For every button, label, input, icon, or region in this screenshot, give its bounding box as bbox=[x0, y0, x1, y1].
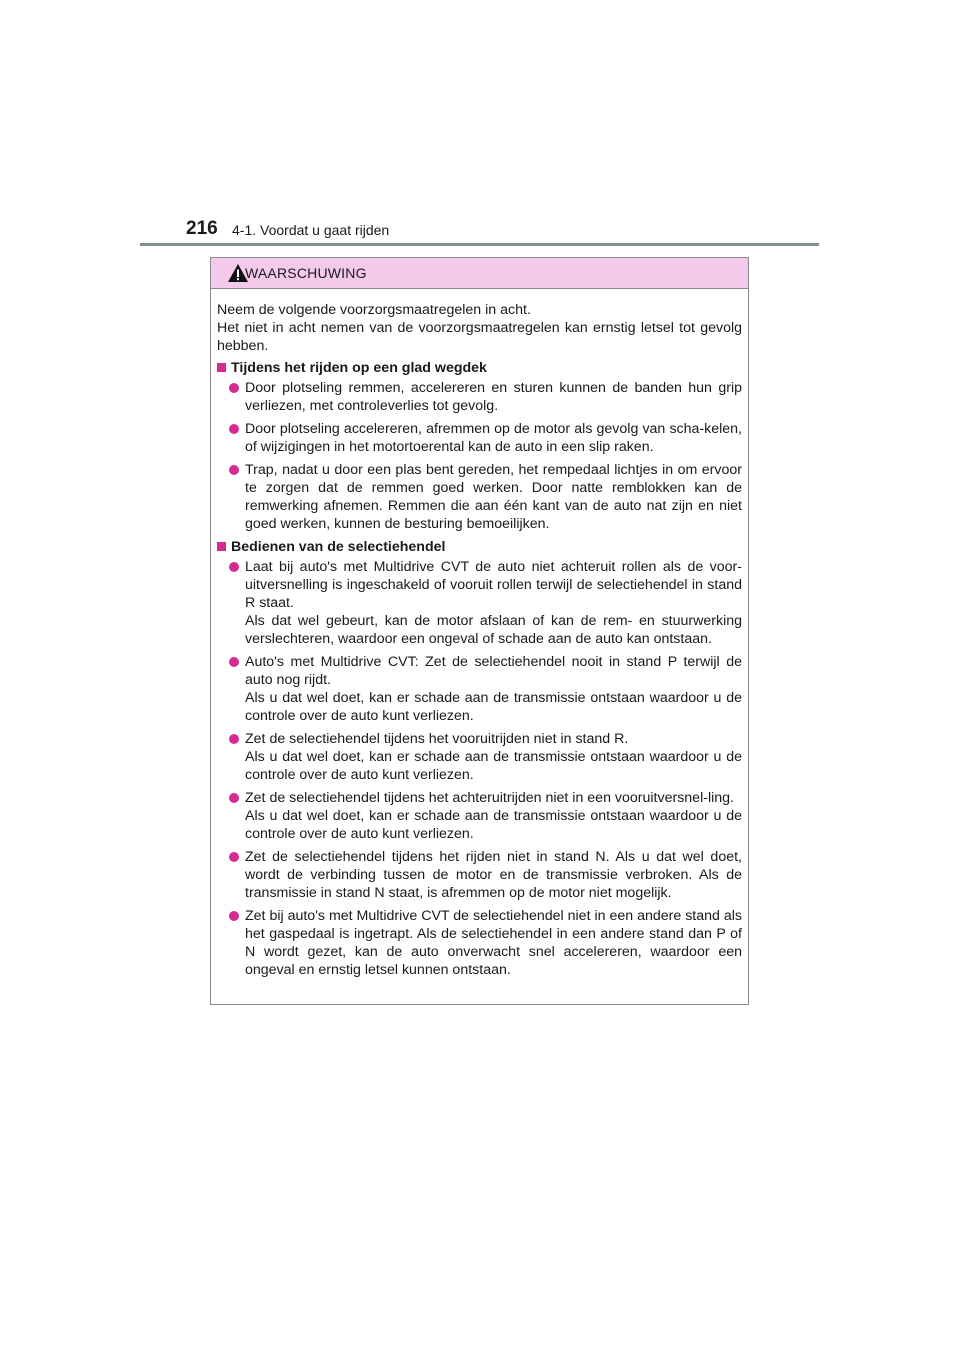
list-item-text: Als u dat wel doet, kan er schade aan de transmissie ontstaan waardoor u de controle over de auto kunt verliezen. bbox=[245, 808, 742, 842]
list-item-text: Door plotseling remmen, accelereren en sturen kunnen de banden hun grip verliezen, met controleverlies tot gevolg. bbox=[245, 380, 742, 414]
list-item-text: Als u dat wel doet, kan er schade aan de transmissie ontstaan waardoor u de controle over de auto kunt verliezen. bbox=[245, 749, 742, 783]
list-item bbox=[217, 730, 742, 784]
list-item-text: Zet de selectiehendel tijdens het vooruitrijden niet in stand R. bbox=[245, 731, 629, 747]
square-bullet-icon bbox=[217, 363, 226, 372]
section-heading bbox=[217, 538, 742, 556]
list-item-text: Zet bij auto's met Multidrive CVT de selectiehendel niet in een andere stand als het gaspedaal is ingetrapt. Als de selectiehendel in een andere stand dan P of N wordt gezet, kan de auto onverwacht snel accelereren, waardoor een ongeval en ernstig letsel kunnen ontstaan. bbox=[245, 908, 742, 978]
intro-line-2: Het niet in acht nemen van de voorzorgsmaatregelen kan ernstig letsel tot gevolg hebben. bbox=[217, 320, 742, 354]
warning-body bbox=[211, 289, 748, 979]
list-item-text: Zet de selectiehendel tijdens het achteruitrijden niet in een vooruitversnel-ling. bbox=[245, 790, 734, 806]
list-item bbox=[217, 789, 742, 843]
list-item bbox=[217, 653, 742, 725]
warning-title: WAARSCHUWING bbox=[245, 265, 367, 281]
intro-line bbox=[217, 301, 742, 355]
round-bullet-icon bbox=[229, 424, 239, 434]
warning-header bbox=[211, 258, 748, 289]
round-bullet-icon bbox=[229, 852, 239, 862]
list-item bbox=[217, 848, 742, 902]
intro-line-1: Neem de volgende voorzorgsmaatregelen in acht. bbox=[217, 302, 531, 318]
round-bullet-icon bbox=[229, 465, 239, 475]
list-item-text: Laat bij auto's met Multidrive CVT de auto niet achteruit rollen als de voor-uitversnelling is ingeschakeld of vooruit rollen terwijl de selectiehendel in stand R staat. bbox=[245, 559, 742, 611]
list-item bbox=[217, 907, 742, 979]
list-item-text: Als dat wel gebeurt, kan de motor afslaan of kan de rem- en stuurwerking verslechteren, waardoor een ongeval of schade aan de auto kan ontstaan. bbox=[245, 613, 742, 647]
list-item-text: Auto's met Multidrive CVT: Zet de selectiehendel nooit in stand P terwijl de auto nog rijdt. bbox=[245, 654, 742, 688]
section-heading-text: Bedienen van de selectiehendel bbox=[231, 539, 446, 555]
round-bullet-icon bbox=[229, 793, 239, 803]
round-bullet-icon bbox=[229, 657, 239, 667]
list-item bbox=[217, 558, 742, 648]
warning-box bbox=[210, 257, 749, 1005]
round-bullet-icon bbox=[229, 911, 239, 921]
list-item bbox=[217, 379, 742, 415]
list-item-text: Door plotseling accelereren, afremmen op de motor als gevolg van scha-kelen, of wijzigingen in het motortoerental kan de auto in een slip raken. bbox=[245, 421, 742, 455]
list-item-text: Trap, nadat u door een plas bent gereden, het rempedaal lichtjes in om ervoor te zorgen dat de remmen goed werken. Door natte remblokken kan de remwerking afnemen. Remmen die aan één kant van de auto nat zijn en niet goed werken, kunnen de besturing bemoeilijken. bbox=[245, 462, 742, 532]
list-item-text: Als u dat wel doet, kan er schade aan de transmissie ontstaan waardoor u de controle over de auto kunt verliezen. bbox=[245, 690, 742, 724]
round-bullet-icon bbox=[229, 734, 239, 744]
round-bullet-icon bbox=[229, 383, 239, 393]
round-bullet-icon bbox=[229, 562, 239, 572]
page-number: 216 bbox=[186, 218, 218, 239]
section-slippery-road bbox=[217, 359, 742, 533]
section-heading-text: Tijdens het rijden op een glad wegdek bbox=[231, 360, 487, 376]
section-shift-lever bbox=[217, 538, 742, 979]
header-rule bbox=[140, 243, 819, 246]
list-item bbox=[217, 420, 742, 456]
section-heading bbox=[217, 359, 742, 377]
square-bullet-icon bbox=[217, 542, 226, 551]
list-item-text: Zet de selectiehendel tijdens het rijden niet in stand N. Als u dat wel doet, wordt de verbinding tussen de motor en de transmissie verbroken. Als de transmissie in stand N staat, is afremmen op de motor niet mogelijk. bbox=[245, 849, 742, 901]
list-item bbox=[217, 461, 742, 533]
section-title: 4-1. Voordat u gaat rijden bbox=[232, 222, 390, 238]
